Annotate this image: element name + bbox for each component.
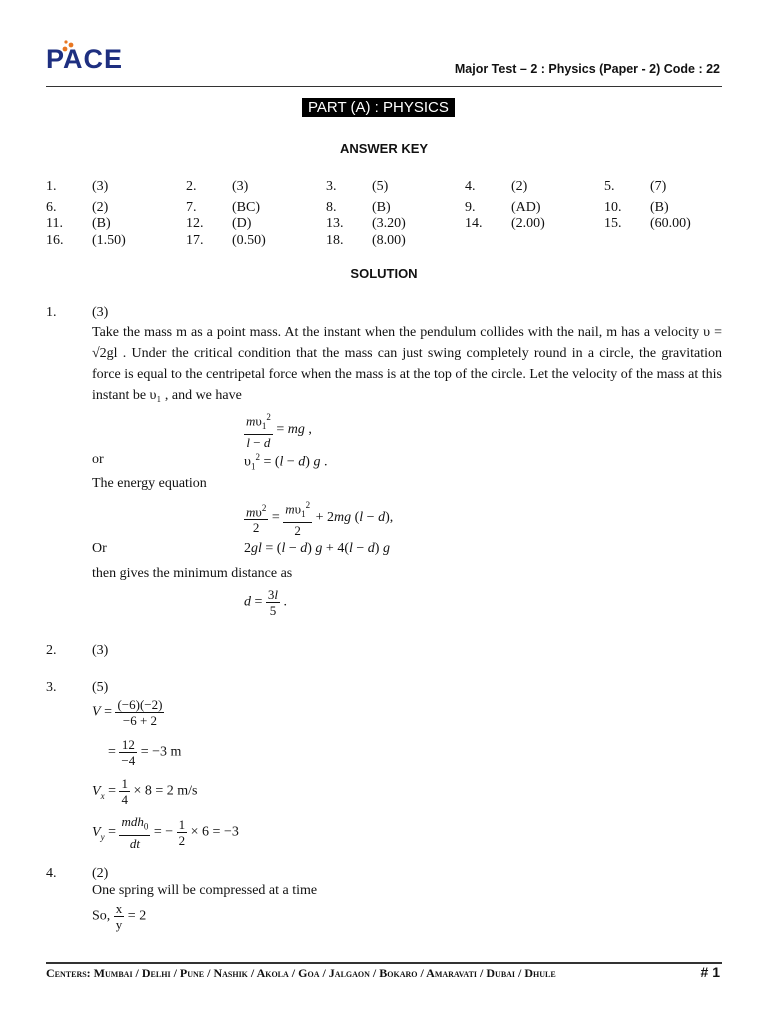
answer-key-number: 1.: [46, 179, 57, 194]
answer-key-value: (3): [92, 179, 109, 194]
answer-key-number: 5.: [604, 179, 615, 194]
answer-key-number: 9.: [465, 200, 476, 215]
q1-or-1: or: [92, 452, 104, 467]
q1-equation-3: $\frac{m\upsilon^2}{2}$ = $\frac{m\upsilon_1^2}{2}$ + 2mg (l − d),: [246, 500, 394, 538]
answer-key-title: ANSWER KEY: [339, 141, 429, 156]
answer-key-number: 12.: [186, 216, 204, 231]
q3-unit-m: m: [170, 744, 182, 760]
answer-key-value: (0.50): [232, 233, 266, 248]
q3-unit-ms: m/s: [177, 783, 198, 799]
answer-key-value: (B): [650, 200, 669, 215]
q4-line-1: One spring will be compressed at a time: [92, 883, 318, 898]
answer-key-value: (8.00): [372, 233, 406, 248]
q2-number: 2.: [46, 643, 57, 658]
solution-title: SOLUTION: [350, 266, 418, 281]
pace-logo: PACE: [46, 44, 124, 74]
answer-key-value: (BC): [232, 200, 260, 215]
answer-key-number: 2.: [186, 179, 197, 194]
q4-number: 4.: [46, 866, 57, 881]
answer-key-value: (B): [372, 200, 391, 215]
q1-then-label: then gives the minimum distance as: [92, 566, 293, 581]
answer-key-value: (D): [232, 216, 252, 231]
answer-key-value: (3): [232, 179, 249, 194]
answer-key-number: 6.: [46, 200, 57, 215]
answer-key-value: (60.00): [650, 216, 691, 231]
answer-key-value: (1.50): [92, 233, 126, 248]
q1-or-2: Or: [92, 541, 107, 556]
q3-answer: (5): [92, 680, 109, 695]
q4-equation-1: So, $\frac{x}{y}$ = 2: [92, 901, 147, 932]
answer-key-value: (3.20): [372, 216, 406, 231]
q3-equation-2: = $\frac{12}{-4}$ = −3 m: [108, 737, 182, 768]
answer-key-value: (7): [650, 179, 667, 194]
q1-equation-2: $\upsilon_1^2 = (l - d)$ g .: [244, 452, 328, 472]
part-title: PART (A) : PHYSICS: [302, 98, 455, 117]
answer-key-value: (2): [92, 200, 109, 215]
q1-answer: (3): [92, 305, 109, 320]
q3-equation-1: V = $\frac{(-6)(-2)}{-6 + 2}$: [92, 697, 163, 728]
header-divider: [46, 86, 722, 87]
q1-equation-4: 2gl = (l − d) g + 4(l − d) g: [244, 541, 390, 556]
test-title: Major Test – 2 : Physics (Paper - 2) Code : 22: [454, 62, 720, 76]
answer-key-value: (5): [372, 179, 389, 194]
answer-key-number: 10.: [604, 200, 622, 215]
footer-centers: Centers: Mumbai / Delhi / Pune / Nashik / Akola / Goa / Jalgaon / Bokaro / Amaravati / Dubai / Dhule: [46, 966, 556, 980]
answer-key-value: (AD): [511, 200, 541, 215]
q3-equation-3: $V_x$ = $\frac{1}{4}$ × 8 = 2 m/s: [92, 776, 198, 807]
page-number: # 1: [700, 964, 720, 980]
q1-number: 1.: [46, 305, 57, 320]
answer-key-number: 14.: [465, 216, 483, 231]
q1-paragraph: Take the mass m as a point mass. At the instant when the pendulum collides with the nail, m has a velocity υ = √2gl . Under the critical condition that the mass can just swing completely round in a circle, the gravitation force is equal to the centripetal force when the mass is at the top of the circle. Let the velocity of the mass at this instant be υ₁ , and we have: [92, 325, 722, 403]
answer-key-number: 3.: [326, 179, 337, 194]
answer-key-number: 18.: [326, 233, 344, 248]
q4-so-label: So,: [92, 908, 111, 924]
answer-key-number: 11.: [46, 216, 63, 231]
q4-answer: (2): [92, 866, 109, 881]
answer-key-value: (2): [511, 179, 528, 194]
q1-equation-5: d = $\frac{3l}{5}$ .: [244, 587, 288, 618]
answer-key-number: 15.: [604, 216, 622, 231]
q3-equation-4: $V_y$ = $\frac{mdh_0}{dt}$ = − $\frac{1}{2}$ × 6 = −3: [92, 814, 239, 851]
q3-number: 3.: [46, 680, 57, 695]
answer-key-number: 4.: [465, 179, 476, 194]
answer-key-value: (2.00): [511, 216, 545, 231]
q2-answer: (3): [92, 643, 109, 658]
answer-key-number: 17.: [186, 233, 204, 248]
q1-equation-1: $\frac{m\upsilon_1^2}{l - d}$ = mg ,: [246, 412, 312, 450]
answer-key-number: 16.: [46, 233, 64, 248]
answer-key-number: 7.: [186, 200, 197, 215]
answer-key-number: 8.: [326, 200, 337, 215]
footer-divider: [46, 962, 722, 964]
answer-key-number: 13.: [326, 216, 344, 231]
answer-key-value: (B): [92, 216, 111, 231]
q1-energy-label: The energy equation: [92, 476, 207, 491]
